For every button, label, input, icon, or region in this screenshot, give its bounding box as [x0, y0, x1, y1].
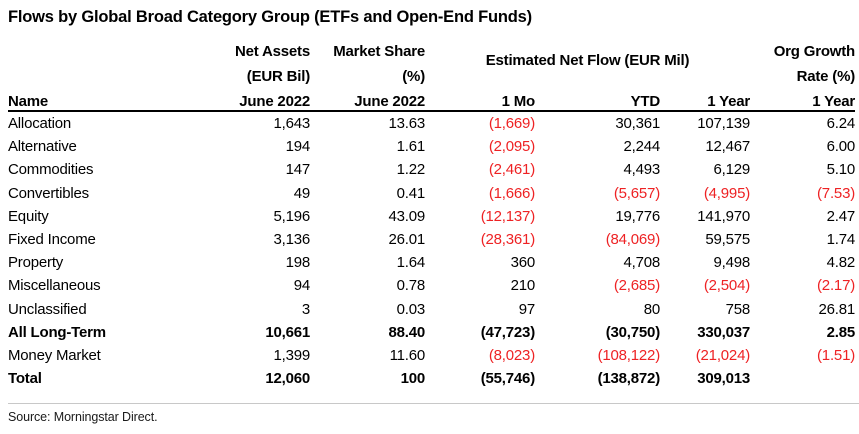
header-market-share-date: June 2022: [354, 93, 425, 110]
header-org-growth-unit: Rate (%): [796, 68, 856, 85]
value-cell: 1.61: [396, 138, 425, 156]
value-cell: (2,095): [488, 138, 535, 156]
table-row: [8, 111, 855, 135]
value-cell: 1.22: [396, 161, 425, 179]
table-row: [8, 205, 855, 228]
value-cell: 1.64: [396, 254, 425, 272]
value-cell: 309,013: [697, 370, 751, 388]
value-cell: 9,498: [713, 254, 751, 272]
table-row: [8, 344, 855, 367]
value-cell: (138,872): [597, 370, 660, 388]
value-cell: 0.78: [396, 277, 425, 295]
value-cell: 26.01: [388, 231, 425, 249]
value-cell: (28,361): [480, 231, 535, 249]
value-cell: (2,461): [488, 161, 535, 179]
row-name: Fixed Income: [8, 231, 96, 249]
value-cell: (47,723): [480, 323, 535, 341]
table-row: [8, 228, 855, 251]
value-cell: 198: [285, 254, 310, 272]
row-name: All Long-Term: [8, 323, 106, 341]
value-cell: (1,666): [488, 184, 535, 202]
row-name: Alternative: [8, 138, 77, 156]
table-row: [8, 251, 855, 274]
header-net-assets-unit: (EUR Bil): [246, 68, 310, 85]
table-row: [8, 367, 855, 390]
header-flow-ytd: YTD: [630, 93, 660, 110]
value-cell: 97: [518, 300, 535, 318]
table-row: [8, 298, 855, 321]
header-net-assets-date: June 2022: [239, 93, 310, 110]
value-cell: 3: [301, 300, 310, 318]
value-cell: 43.09: [388, 207, 425, 225]
value-cell: (4,995): [703, 184, 751, 202]
value-cell: 3,136: [273, 231, 310, 249]
value-cell: (21,024): [695, 346, 751, 364]
header-org-growth-period: 1 Year: [812, 93, 856, 110]
value-cell: 330,037: [697, 323, 751, 341]
header-market-share: Market Share: [333, 43, 425, 60]
value-cell: 6,129: [713, 161, 751, 179]
value-cell: 30,361: [615, 115, 660, 133]
value-cell: 11.60: [389, 346, 425, 364]
value-cell: 1,399: [273, 346, 310, 364]
table-row: [8, 182, 855, 205]
value-cell: 1.74: [826, 231, 856, 249]
table-row: [8, 321, 855, 344]
flows-table: [8, 35, 855, 390]
value-cell: [750, 367, 855, 390]
value-cell: (12,137): [480, 207, 535, 225]
header-org-growth: Org Growth: [773, 43, 856, 60]
value-cell: 94: [293, 277, 310, 295]
value-cell: 19,776: [615, 207, 660, 225]
value-cell: 0.03: [396, 300, 425, 318]
value-cell: 49: [293, 184, 310, 202]
footer-divider: [8, 403, 859, 404]
value-cell: 2.47: [826, 207, 856, 225]
table-row: [8, 135, 855, 158]
header-net-assets: Net Assets: [235, 43, 310, 60]
value-cell: 4.82: [826, 254, 856, 272]
header-market-share-unit: (%): [402, 68, 425, 85]
row-name: Equity: [8, 207, 49, 225]
value-cell: (7.53): [817, 184, 856, 202]
value-cell: (2.17): [817, 277, 856, 295]
value-cell: 59,575: [705, 231, 751, 249]
value-cell: (108,122): [597, 346, 660, 364]
value-cell: 107,139: [697, 115, 751, 133]
row-name: Unclassified: [8, 300, 87, 318]
header-flow-1yr: 1 Year: [707, 93, 751, 110]
value-cell: 1,643: [273, 115, 310, 133]
value-cell: 194: [285, 138, 310, 156]
row-name: Total: [8, 370, 42, 388]
value-cell: 88.40: [388, 323, 425, 341]
table-header: [8, 35, 855, 111]
table-row: [8, 158, 855, 181]
source-note: Source: Morningstar Direct.: [8, 410, 158, 425]
value-cell: 0.41: [396, 184, 425, 202]
value-cell: 2,244: [623, 138, 660, 156]
header-flow-group: Estimated Net Flow (EUR Mil): [485, 51, 690, 69]
value-cell: (5,657): [613, 184, 660, 202]
value-cell: 13.63: [388, 115, 425, 133]
value-cell: (8,023): [488, 346, 535, 364]
value-cell: 6.00: [826, 138, 856, 156]
value-cell: (84,069): [605, 231, 660, 249]
value-cell: (30,750): [605, 323, 660, 341]
header-flow-1mo: 1 Mo: [501, 93, 535, 110]
value-cell: 360: [510, 254, 535, 272]
value-cell: 5.10: [826, 161, 856, 179]
page-title: Flows by Global Broad Category Group (ETFs and Open-End Funds): [8, 8, 532, 26]
row-name: Miscellaneous: [8, 277, 101, 295]
value-cell: 12,467: [705, 138, 751, 156]
value-cell: (1,669): [488, 115, 535, 133]
value-cell: (55,746): [480, 370, 535, 388]
row-name: Property: [8, 254, 64, 272]
value-cell: 5,196: [273, 207, 310, 225]
row-name: Money Market: [8, 346, 101, 364]
value-cell: 758: [725, 300, 751, 318]
value-cell: 26.81: [818, 300, 856, 318]
value-cell: 2.85: [826, 323, 856, 341]
value-cell: 4,708: [623, 254, 660, 272]
row-name: Allocation: [8, 115, 72, 133]
value-cell: 147: [285, 161, 310, 179]
table-row: [8, 274, 855, 297]
value-cell: 12,060: [265, 370, 310, 388]
value-cell: 80: [643, 300, 660, 318]
value-cell: 6.24: [826, 115, 856, 133]
header-name: Name: [8, 93, 49, 110]
value-cell: 210: [510, 277, 535, 295]
value-cell: (2,685): [613, 277, 660, 295]
value-cell: 4,493: [623, 161, 660, 179]
value-cell: 141,970: [697, 207, 751, 225]
value-cell: 100: [400, 370, 425, 388]
table-body: [8, 111, 855, 390]
value-cell: (1.51): [817, 346, 856, 364]
value-cell: 10,661: [265, 323, 310, 341]
row-name: Convertibles: [8, 184, 89, 202]
header-spacer: [8, 35, 208, 85]
value-cell: (2,504): [703, 277, 751, 295]
row-name: Commodities: [8, 161, 94, 179]
